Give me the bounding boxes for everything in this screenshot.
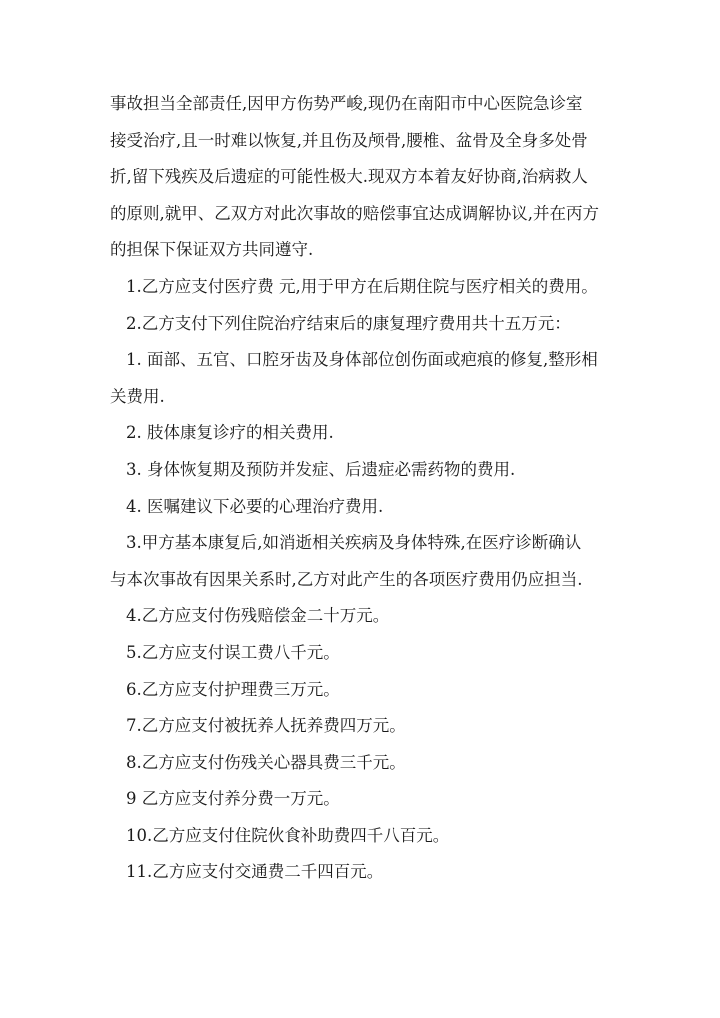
- text-line: 10.乙方应支付住院伙食补助费四千八百元。: [126, 825, 450, 845]
- text-line: 折,留下残疾及后遗症的可能性极大.现双方本着友好协商,治病救人: [110, 167, 588, 187]
- document-body: [110, 86, 615, 891]
- text-line: 的原则,就甲、乙双方对此次事故的赔偿事宜达成调解协议,并在丙方: [110, 203, 599, 223]
- text-line: 9 乙方应支付养分费一万元。: [126, 789, 340, 809]
- text-line: 关费用.: [110, 386, 165, 406]
- text-line: 3. 身体恢复期及预防并发症、后遗症必需药物的费用.: [126, 459, 516, 479]
- text-line: 3.甲方基本康复后,如消逝相关疾病及身体特殊,在医疗诊断确认: [126, 533, 582, 553]
- text-line: 1. 面部、五官、口腔牙齿及身体部位创伤面或疤痕的修复,整形相: [126, 350, 598, 370]
- text-line: 11.乙方应支付交通费二千四百元。: [126, 862, 384, 882]
- text-line: 4. 医嘱建议下必要的心理治疗费用.: [126, 496, 384, 516]
- text-line: 8.乙方应支付伤残关心器具费三千元。: [126, 752, 406, 772]
- text-line: 4.乙方应支付伤残赔偿金二十万元。: [126, 606, 390, 626]
- text-line: 1.乙方应支付医疗费 元,用于甲方在后期住院与医疗相关的费用。: [126, 276, 598, 296]
- text-line: 5.乙方应支付误工费八千元。: [126, 642, 340, 662]
- text-line: 7.乙方应支付被抚养人抚养费四万元。: [126, 716, 406, 736]
- text-line: 2.乙方支付下列住院治疗结束后的康复理疗费用共十五万元：: [126, 313, 571, 333]
- text-line: 接受治疗,且一时难以恢复,并且伤及颅骨,腰椎、盆骨及全身多处骨: [110, 130, 588, 150]
- text-line: 的担保下保证双方共同遵守.: [110, 240, 314, 260]
- text-line: 2. 肢体康复诊疗的相关费用.: [126, 423, 334, 443]
- text-line: 事故担当全部责任,因甲方伤势严峻,现仍在南阳市中心医院急诊室: [110, 94, 583, 113]
- text-line: 与本次事故有因果关系时,乙方对此产生的各项医疗费用仍应担当.: [110, 569, 583, 589]
- text-line: 6.乙方应支付护理费三万元。: [126, 679, 340, 699]
